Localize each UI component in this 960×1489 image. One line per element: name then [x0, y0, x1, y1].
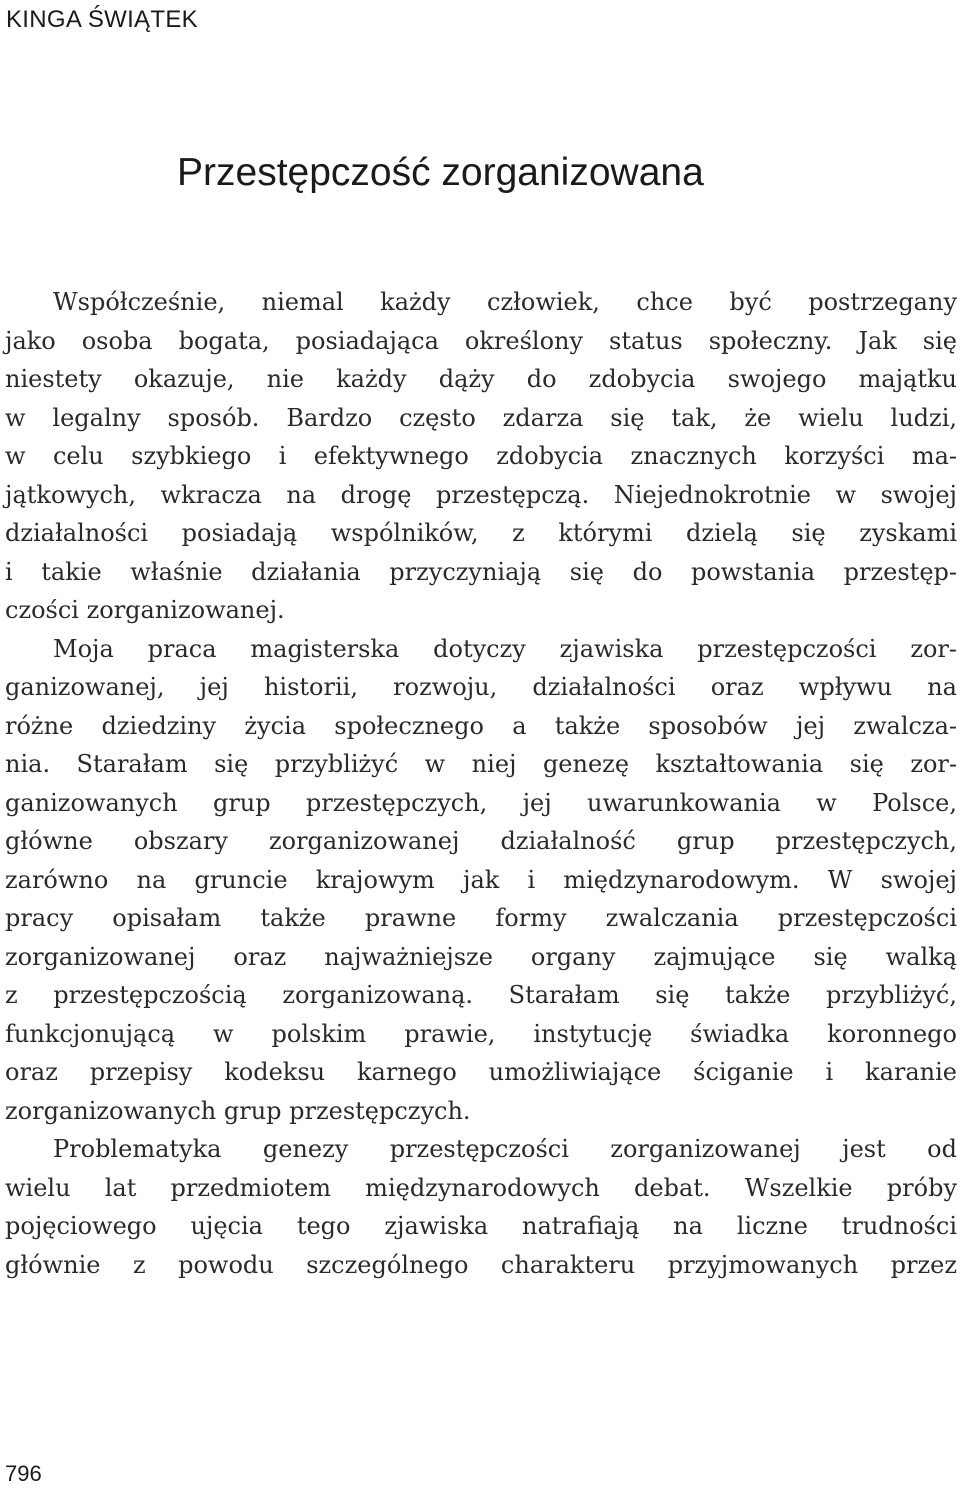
- text-line: zorganizowanych grup przestępczych.: [5, 1096, 471, 1125]
- text-line: pracy opisałam także prawne formy zwalczania przestępczości: [5, 904, 957, 932]
- text-line: działalności posiadają wspólników, z którymi dzielą się zyskami: [5, 519, 957, 547]
- text-line: jako osoba bogata, posiadająca określony status społeczny. Jak się: [5, 326, 957, 355]
- text-line: w legalny sposób. Bardzo często zdarza się tak, że wielu ludzi,: [5, 403, 957, 432]
- text-line: jątkowych, wkracza na drogę przestępczą. Niejednokrotnie w swojej: [5, 480, 957, 509]
- chapter-title: Przestępczość zorganizowana: [177, 151, 704, 194]
- text-line: oraz przepisy kodeksu karnego umożliwiające ściganie i karanie: [5, 1058, 957, 1086]
- text-line: z przestępczością zorganizowaną. Starałam się także przybliżyć,: [5, 981, 957, 1009]
- text-line: wielu lat przedmiotem międzynarodowych debat. Wszelkie próby: [5, 1173, 957, 1202]
- text-line: i takie właśnie działania przyczyniają się do powstania przestęp-: [5, 557, 957, 586]
- paragraph-3: [5, 1130, 957, 1284]
- page-number: 796: [5, 1461, 42, 1486]
- text-line: głównie z powodu szczególnego charakteru przyjmowanych przez: [5, 1250, 957, 1279]
- text-line: niestety okazuje, nie każdy dąży do zdobycia swojego majątku: [5, 365, 957, 393]
- paragraph-2: [5, 630, 957, 1131]
- paragraph-1: [5, 283, 957, 630]
- body-text: [5, 283, 957, 1284]
- text-line: główne obszary zorganizowanej działalność grup przestępczych,: [5, 827, 957, 855]
- text-line: nia. Starałam się przybliżyć w niej genezę kształtowania się zor-: [5, 750, 957, 778]
- text-line: pojęciowego ujęcia tego zjawiska natrafiają na liczne trudności: [5, 1212, 957, 1240]
- text-line: funkcjonującą w polskim prawie, instytucję świadka koronnego: [5, 1019, 957, 1048]
- running-header-author: KINGA ŚWIĄTEK: [6, 6, 198, 33]
- text-line: Problematyka genezy przestępczości zorganizowanej jest od: [53, 1135, 957, 1163]
- text-line: różne dziedziny życia społecznego a także sposobów jej zwalcza-: [5, 711, 957, 740]
- text-line: ganizowanej, jej historii, rozwoju, działalności oraz wpływu na: [5, 673, 957, 701]
- text-line: czości zorganizowanej.: [5, 596, 285, 624]
- text-line: Moja praca magisterska dotyczy zjawiska przestępczości zor-: [53, 634, 957, 663]
- text-line: zarówno na gruncie krajowym jak i międzynarodowym. W swojej: [5, 865, 957, 894]
- text-line: w celu szybkiego i efektywnego zdobycia znacznych korzyści ma-: [5, 442, 957, 470]
- text-line: zorganizowanej oraz najważniejsze organy zajmujące się walką: [5, 942, 957, 971]
- text-line: Współcześnie, niemal każdy człowiek, chce być postrzegany: [53, 288, 957, 316]
- text-line: ganizowanych grup przestępczych, jej uwarunkowania w Polsce,: [5, 788, 957, 817]
